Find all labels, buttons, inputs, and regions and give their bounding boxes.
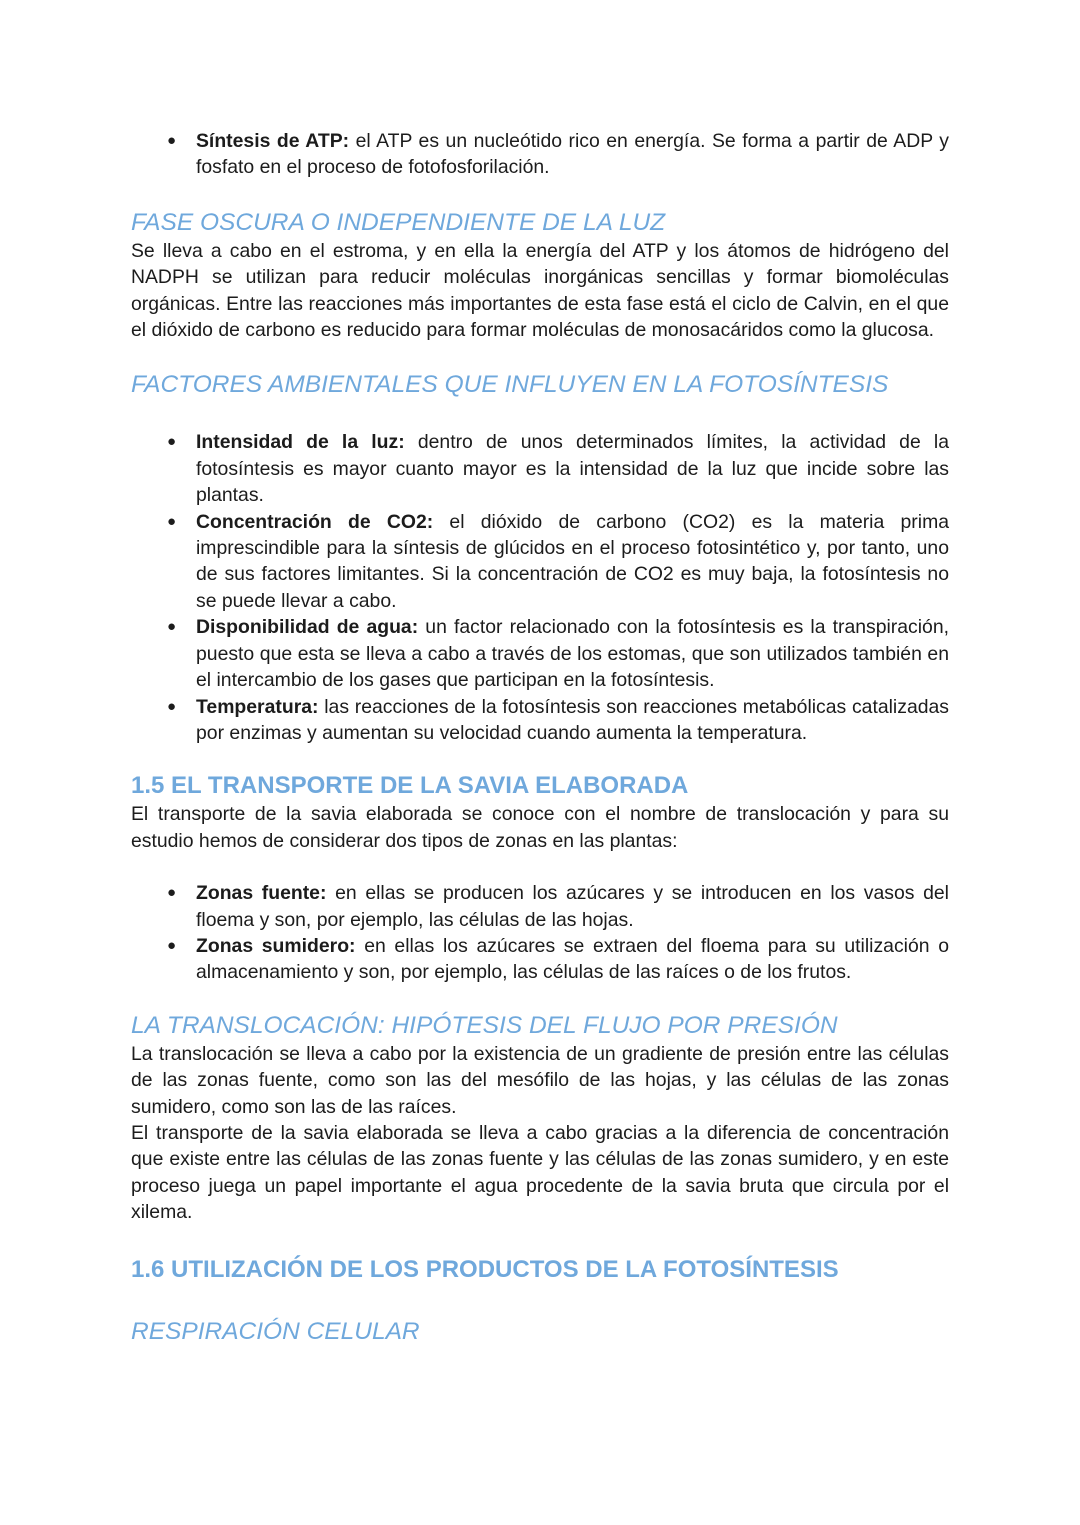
bullet-icon: ● xyxy=(167,936,177,954)
bullet-icon: ● xyxy=(167,433,177,451)
list-item xyxy=(131,429,949,508)
translocacion-paragraph-1: La translocación se lleva a cabo por la existencia de un gradiente de presión entre las células de las zonas fuente, como son las del mesófilo de las hojas, y las células de las zonas sumidero, como son las de las raíces. xyxy=(131,1042,949,1118)
section-heading-fase-oscura: FASE OSCURA O INDEPENDIENTE DE LA LUZ xyxy=(131,208,666,236)
section-heading-utilizacion: 1.6 UTILIZACIÓN DE LOS PRODUCTOS DE LA FOTOSÍNTESIS xyxy=(131,1255,839,1283)
list-item-term: Zonas fuente: xyxy=(196,882,327,905)
section-heading-respiracion: RESPIRACIÓN CELULAR xyxy=(131,1317,420,1345)
list-item-text: en ellas se producen los azúcares y se introducen en los vasos del floema y son, por ejemplo, las células de las hojas. xyxy=(196,882,949,931)
zonas-bullet-list xyxy=(131,880,949,986)
bullet-icon: ● xyxy=(167,697,177,715)
section-heading-transporte: 1.5 EL TRANSPORTE DE LA SAVIA ELABORADA xyxy=(131,772,689,800)
list-item-term: Temperatura: xyxy=(196,695,319,718)
list-item-term: Disponibilidad de agua: xyxy=(196,616,419,639)
translocacion-paragraph-2: El transporte de la savia elaborada se lleva a cabo gracias a la diferencia de concentración que existe entre las células de las zonas fuente y las células de las zonas sumidero, y en este proceso juega un papel importante el agua procedente de la savia bruta que circula por el xilema. xyxy=(131,1121,949,1224)
list-item xyxy=(131,614,949,693)
list-item-text: un factor relacionado con la fotosíntesis es la transpiración, puesto que esta se lleva a cabo a través de los estomas, que son utilizados también en el intercambio de los gases que participan en la fotosíntesis. xyxy=(196,616,949,692)
bullet-icon: ● xyxy=(167,132,177,149)
bullet-icon: ● xyxy=(167,512,177,530)
list-item xyxy=(131,933,949,986)
list-item-text: dentro de unos determinados límites, la actividad de la fotosíntesis es mayor cuanto mayor es la intensidad de la luz que incide sobre las plantas. xyxy=(196,431,949,507)
section-heading-translocacion: LA TRANSLOCACIÓN: HIPÓTESIS DEL FLUJO POR PRESIÓN xyxy=(131,1011,838,1039)
atp-bullet-list xyxy=(131,128,949,181)
list-item-text: el ATP es un nucleótido rico en energía. Se forma a partir de ADP y fosfato en el proceso de fotofosforilación. xyxy=(196,130,949,179)
list-item-text: el dióxido de carbono (CO2) es la materia prima imprescindible para la síntesis de glúcidos en el proceso fotosintético y, por tanto, uno de sus factores limitantes. Si la concentración de CO2 es muy baja, la fotosíntesis no se puede llevar a cabo. xyxy=(196,510,949,612)
section-heading-factores: FACTORES AMBIENTALES QUE INFLUYEN EN LA FOTOSÍNTESIS xyxy=(131,371,889,399)
list-item-text: en ellas los azúcares se extraen del floema para su utilización o almacenamiento y son, por ejemplo, las células de las raíces o de los frutos. xyxy=(196,934,949,984)
list-item xyxy=(131,128,949,181)
bullet-icon: ● xyxy=(167,884,177,902)
fase-oscura-paragraph: Se lleva a cabo en el estroma, y en ella la energía del ATP y los átomos de hidrógeno del NADPH se utilizan para reducir moléculas inorgánicas sencillas y formar biomoléculas orgánicas. Entre las reacciones más importantes de esta fase está el ciclo de Calvin, en el que el dióxido de carbono es reducido para formar moléculas de monosacáridos como la glucosa. xyxy=(131,239,949,342)
list-item-term: Intensidad de la luz: xyxy=(196,431,405,454)
list-item-term: Zonas sumidero: xyxy=(196,934,356,957)
bullet-icon: ● xyxy=(167,618,177,636)
list-item xyxy=(131,880,949,933)
document-page xyxy=(131,128,949,1347)
list-item-term: Síntesis de ATP: xyxy=(196,130,350,152)
factores-bullet-list xyxy=(131,429,949,746)
list-item xyxy=(131,694,949,747)
list-item-text: las reacciones de la fotosíntesis son reacciones metabólicas catalizadas por enzimas y aumentan su velocidad cuando aumenta la temperatura. xyxy=(196,695,949,744)
list-item xyxy=(131,509,949,615)
list-item-term: Concentración de CO2: xyxy=(196,510,434,533)
transporte-paragraph: El transporte de la savia elaborada se conoce con el nombre de translocación y para su estudio hemos de considerar dos tipos de zonas en las plantas: xyxy=(131,803,949,852)
